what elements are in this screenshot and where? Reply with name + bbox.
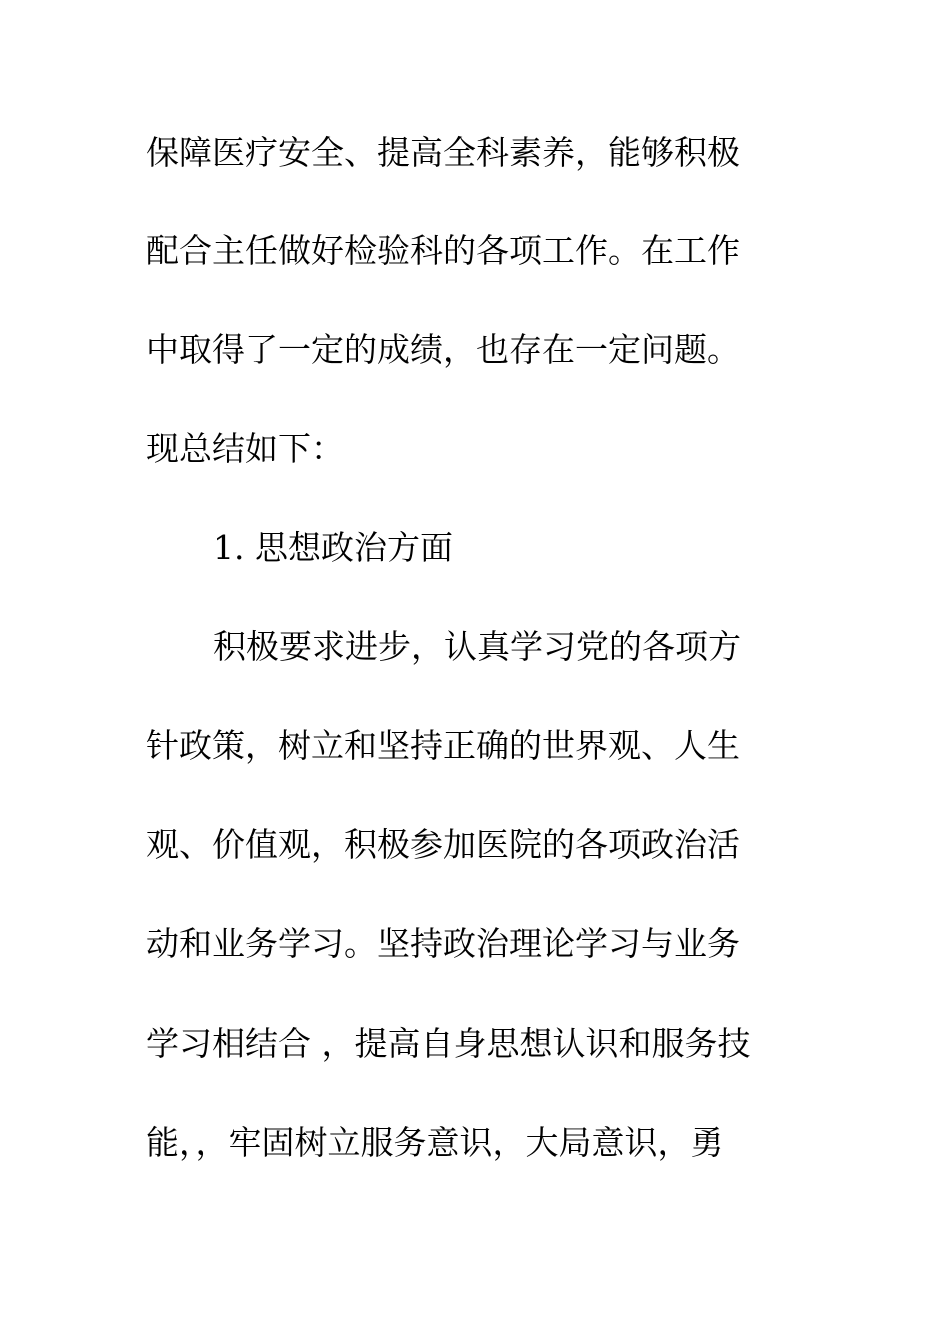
body-text-line: 保障医疗安全、提高全科素养，能够积极 bbox=[146, 133, 740, 172]
paragraph-first-line: 积极要求进步，认真学习党的各项方 bbox=[213, 627, 741, 666]
body-text-line: 观、价值观，积极参加医院的各项政治活 bbox=[146, 825, 740, 864]
section-heading: 1. 思想政治方面 bbox=[213, 528, 453, 567]
body-text-line: 配合主任做好检验科的各项工作。在工作 bbox=[146, 231, 740, 270]
body-text-line: 现总结如下： bbox=[146, 429, 344, 468]
body-text-line: 针政策，树立和坚持正确的世界观、人生 bbox=[146, 726, 740, 765]
body-text-line: 中取得了一定的成绩，也存在一定问题。 bbox=[146, 330, 740, 369]
body-text-line: 动和业务学习。坚持政治理论学习与业务 bbox=[146, 924, 740, 963]
body-text-line: 能，，牢固树立服务意识，大局意识，勇 bbox=[146, 1123, 724, 1162]
body-text-line: 学习相结合 ，提高自身思想认识和服务技 bbox=[146, 1024, 751, 1063]
